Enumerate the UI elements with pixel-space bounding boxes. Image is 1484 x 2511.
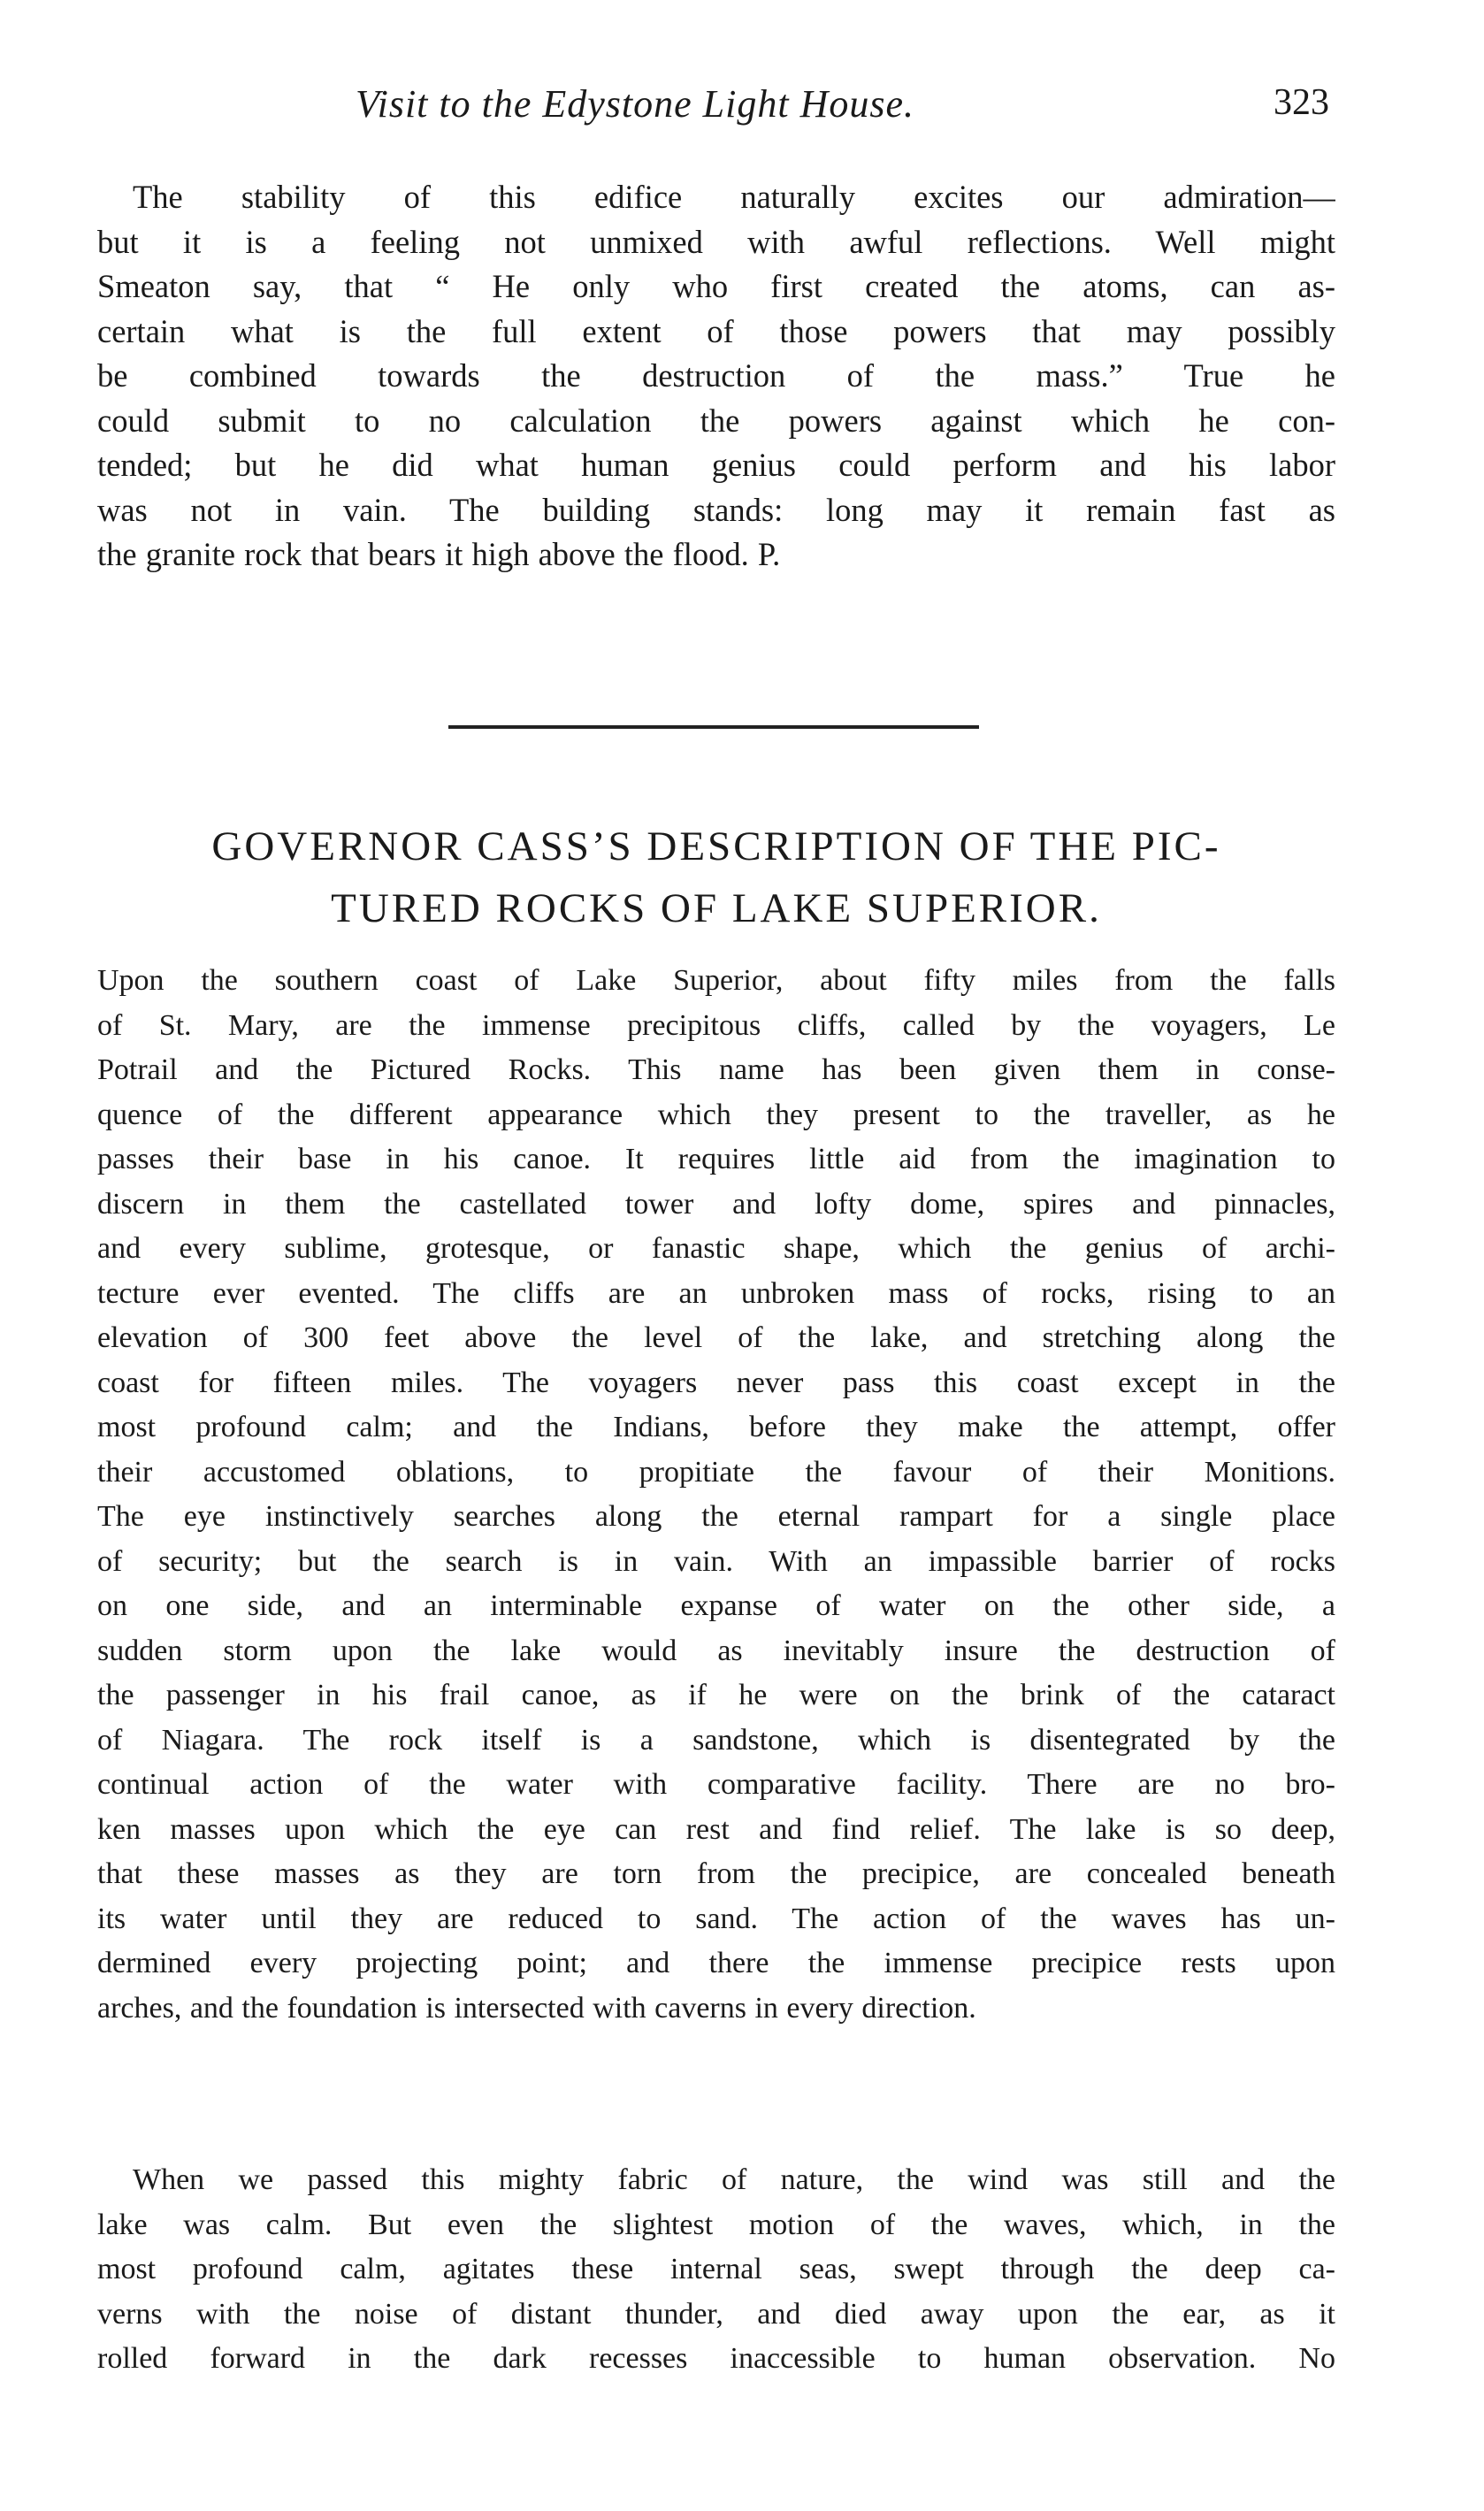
text-line: verns with the noise of distant thunder, and died away upon the ear, as it [97, 2297, 1335, 2331]
text-line: most profound calm; and the Indians, before they make the attempt, offer [97, 1411, 1335, 1443]
text-line: but it is a feeling not unmixed with awful reflections. Well might [97, 223, 1335, 260]
text-line: their accustomed oblations, to propitiate the favour of their Monitions. [97, 1455, 1335, 1489]
text-line: be combined towards the destruction of the mass.” True he [97, 357, 1335, 394]
text-line: that these masses as they are torn from the precipice, are concealed beneath [97, 1857, 1335, 1890]
text-line: was not in vain. The building stands: long may it remain fast as [97, 491, 1335, 528]
article-title-line-1: GOVERNOR CASS’S DESCRIPTION OF THE PIC- [211, 823, 1221, 869]
text-line: could submit to no calculation the powers against which he con- [97, 402, 1335, 439]
text-line: sudden storm upon the lake would as inevitably insure the destruction of [97, 1634, 1335, 1667]
text-line: of St. Mary, are the immense precipitous cliffs, called by the voyagers, Le [97, 1008, 1335, 1042]
text-line: Potrail and the Pictured Rocks. This name has been given them in conse- [97, 1053, 1335, 1086]
text-line: of security; but the search is in vain. With an impassible barrier of rocks [97, 1544, 1335, 1578]
text-line: quence of the different appearance which they present to the traveller, as he [97, 1098, 1335, 1131]
text-line: of Niagara. The rock itself is a sandstone, which is disentegrated by the [97, 1723, 1335, 1757]
section-divider [448, 725, 979, 729]
text-line: rolled forward in the dark recesses inaccessible to human observation. No [97, 2342, 1335, 2375]
text-line: The stability of this edifice naturally excites our admiration— [133, 179, 1335, 215]
running-head [0, 81, 1484, 134]
text-line: tended; but he did what human genius could perform and his labor [97, 447, 1335, 483]
text-line: lake was calm. But even the slightest motion of the waves, which, in the [97, 2208, 1335, 2241]
text-line-content: the granite rock that bears it high above the flood. [97, 536, 749, 572]
text-line: certain what is the full extent of those powers that may possibly [97, 312, 1335, 349]
text-line: elevation of 300 feet above the level of the lake, and stretching along the [97, 1321, 1335, 1354]
article-title-line-2: TURED ROCKS OF LAKE SUPERIOR. [331, 885, 1102, 931]
text-line: coast for fifteen miles. The voyagers never pass this coast except in the [97, 1366, 1335, 1399]
text-line: continual action of the water with comparative facility. There are no bro- [97, 1768, 1335, 1801]
article-paragraph-2 [97, 2158, 1335, 2382]
text-line: ken masses upon which the eye can rest and find relief. The lake is so deep, [97, 1812, 1335, 1846]
text-line: dermined every projecting point; and there the immense precipice rests upon [97, 1947, 1335, 1979]
text-line: on one side, and an interminable expanse of water on the other side, a [97, 1589, 1335, 1622]
article-paragraph-1 [97, 959, 1335, 2031]
last-text-line [97, 532, 1335, 578]
page-number: 323 [1274, 82, 1329, 123]
text-line: The eye instinctively searches along the eternal rampart for a single place [97, 1500, 1335, 1533]
text-line: Upon the southern coast of Lake Superior, about fifty miles from the falls [97, 964, 1335, 997]
text-line: tecture ever evented. The cliffs are an unbroken mass of rocks, rising to an [97, 1276, 1335, 1310]
text-line: When we passed this mighty fabric of nature, the wind was still and the [133, 2163, 1335, 2196]
last-text-line: arches, and the foundation is intersected with caverns in every direction. [97, 1991, 976, 2025]
text-line: Smeaton say, that “ He only who first created the atoms, can as- [97, 268, 1335, 304]
author-signature: P. [757, 536, 781, 572]
text-line: passes their base in his canoe. It requires little aid from the imagination to [97, 1143, 1335, 1175]
closing-paragraph [97, 175, 1335, 578]
text-line: the passenger in his frail canoe, as if he were on the brink of the cataract [97, 1679, 1335, 1711]
text-line: most profound calm, agitates these internal seas, swept through the deep ca- [97, 2253, 1335, 2285]
running-title: Visit to the Edystone Light House. [356, 82, 915, 126]
text-line: discern in them the castellated tower and lofty dome, spires and pinnacles, [97, 1187, 1335, 1221]
text-line: its water until they are reduced to sand. The action of the waves has un- [97, 1902, 1335, 1935]
text-line: and every sublime, grotesque, or fanastic shape, which the genius of archi- [97, 1232, 1335, 1265]
